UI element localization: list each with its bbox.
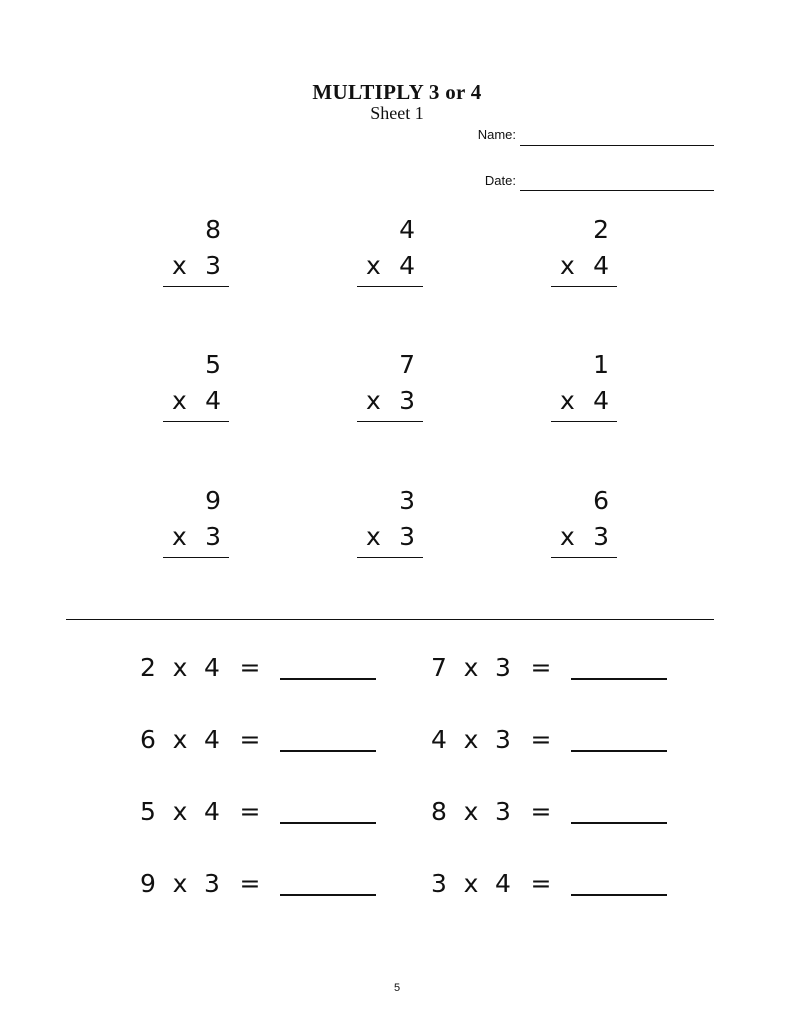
times-sign: x xyxy=(172,869,188,898)
multiplier: 4 xyxy=(399,251,415,280)
multiplicand: 8 xyxy=(205,215,221,244)
worksheet-title: MULTIPLY 3 or 4 xyxy=(312,80,482,104)
equals-sign: = xyxy=(530,653,552,682)
equals-sign: = xyxy=(239,797,261,826)
times-sign: x xyxy=(172,797,188,826)
answer-rule xyxy=(163,286,229,287)
vertical-problem xyxy=(551,212,617,287)
answer-blank[interactable] xyxy=(571,864,667,896)
name-label: Name: xyxy=(477,127,516,142)
horizontal-problem xyxy=(427,648,667,688)
multiplicand: 3 xyxy=(399,486,415,515)
answer-blank[interactable] xyxy=(571,648,667,680)
multiplicand: 4 xyxy=(399,215,415,244)
multiplicand: 2 xyxy=(593,215,609,244)
equals-sign: = xyxy=(239,653,261,682)
operand-a: 6 xyxy=(140,725,156,754)
answer-rule xyxy=(551,286,617,287)
date-field[interactable] xyxy=(520,190,714,191)
times-sign: x xyxy=(366,251,381,280)
horizontal-problem xyxy=(427,792,667,832)
vertical-problem xyxy=(163,212,229,287)
answer-rule xyxy=(357,557,423,558)
operand-b: 4 xyxy=(204,725,220,754)
times-sign: x xyxy=(560,386,575,415)
multiplier: 3 xyxy=(593,522,609,551)
worksheet-subtitle: Sheet 1 xyxy=(370,103,424,123)
operand-a: 4 xyxy=(431,725,447,754)
times-sign: x xyxy=(172,653,188,682)
vertical-problem xyxy=(357,212,423,287)
times-sign: x xyxy=(463,869,479,898)
horizontal-problem xyxy=(136,648,376,688)
multiplier: 4 xyxy=(593,386,609,415)
answer-blank[interactable] xyxy=(280,720,376,752)
answer-rule xyxy=(163,557,229,558)
vertical-problem xyxy=(357,347,423,422)
answer-rule xyxy=(551,421,617,422)
multiplicand: 5 xyxy=(205,350,221,379)
page-number: 5 xyxy=(393,982,401,994)
times-sign: x xyxy=(366,522,381,551)
operand-a: 8 xyxy=(431,797,447,826)
operand-b: 3 xyxy=(204,869,220,898)
multiplier: 3 xyxy=(399,522,415,551)
operand-a: 9 xyxy=(140,869,156,898)
operand-b: 4 xyxy=(204,797,220,826)
multiplier: 3 xyxy=(205,251,221,280)
equals-sign: = xyxy=(530,725,552,754)
operand-b: 3 xyxy=(495,797,511,826)
horizontal-problem xyxy=(427,720,667,760)
answer-rule xyxy=(551,557,617,558)
equals-sign: = xyxy=(239,869,261,898)
times-sign: x xyxy=(463,797,479,826)
multiplicand: 7 xyxy=(399,350,415,379)
equals-sign: = xyxy=(530,869,552,898)
section-divider xyxy=(66,619,714,620)
horizontal-problem xyxy=(136,720,376,760)
times-sign: x xyxy=(172,522,187,551)
operand-a: 2 xyxy=(140,653,156,682)
operand-a: 3 xyxy=(431,869,447,898)
horizontal-problem xyxy=(427,864,667,904)
operand-b: 3 xyxy=(495,653,511,682)
answer-blank[interactable] xyxy=(280,648,376,680)
answer-rule xyxy=(357,286,423,287)
times-sign: x xyxy=(172,386,187,415)
operand-b: 4 xyxy=(495,869,511,898)
answer-rule xyxy=(357,421,423,422)
answer-blank[interactable] xyxy=(280,792,376,824)
answer-blank[interactable] xyxy=(571,792,667,824)
times-sign: x xyxy=(463,725,479,754)
multiplier: 3 xyxy=(399,386,415,415)
multiplicand: 1 xyxy=(593,350,609,379)
equals-sign: = xyxy=(530,797,552,826)
date-label: Date: xyxy=(484,173,516,188)
vertical-problem xyxy=(163,347,229,422)
vertical-problem xyxy=(357,483,423,558)
multiplicand: 6 xyxy=(593,486,609,515)
horizontal-problem xyxy=(136,792,376,832)
times-sign: x xyxy=(560,522,575,551)
operand-a: 7 xyxy=(431,653,447,682)
operand-b: 3 xyxy=(495,725,511,754)
vertical-problem xyxy=(551,483,617,558)
equals-sign: = xyxy=(239,725,261,754)
times-sign: x xyxy=(172,251,187,280)
vertical-problem xyxy=(163,483,229,558)
times-sign: x xyxy=(366,386,381,415)
horizontal-problem xyxy=(136,864,376,904)
multiplier: 4 xyxy=(593,251,609,280)
operand-a: 5 xyxy=(140,797,156,826)
name-field[interactable] xyxy=(520,145,714,146)
multiplicand: 9 xyxy=(205,486,221,515)
operand-b: 4 xyxy=(204,653,220,682)
multiplier: 3 xyxy=(205,522,221,551)
answer-blank[interactable] xyxy=(571,720,667,752)
times-sign: x xyxy=(560,251,575,280)
vertical-problem xyxy=(551,347,617,422)
times-sign: x xyxy=(172,725,188,754)
answer-rule xyxy=(163,421,229,422)
times-sign: x xyxy=(463,653,479,682)
multiplier: 4 xyxy=(205,386,221,415)
answer-blank[interactable] xyxy=(280,864,376,896)
